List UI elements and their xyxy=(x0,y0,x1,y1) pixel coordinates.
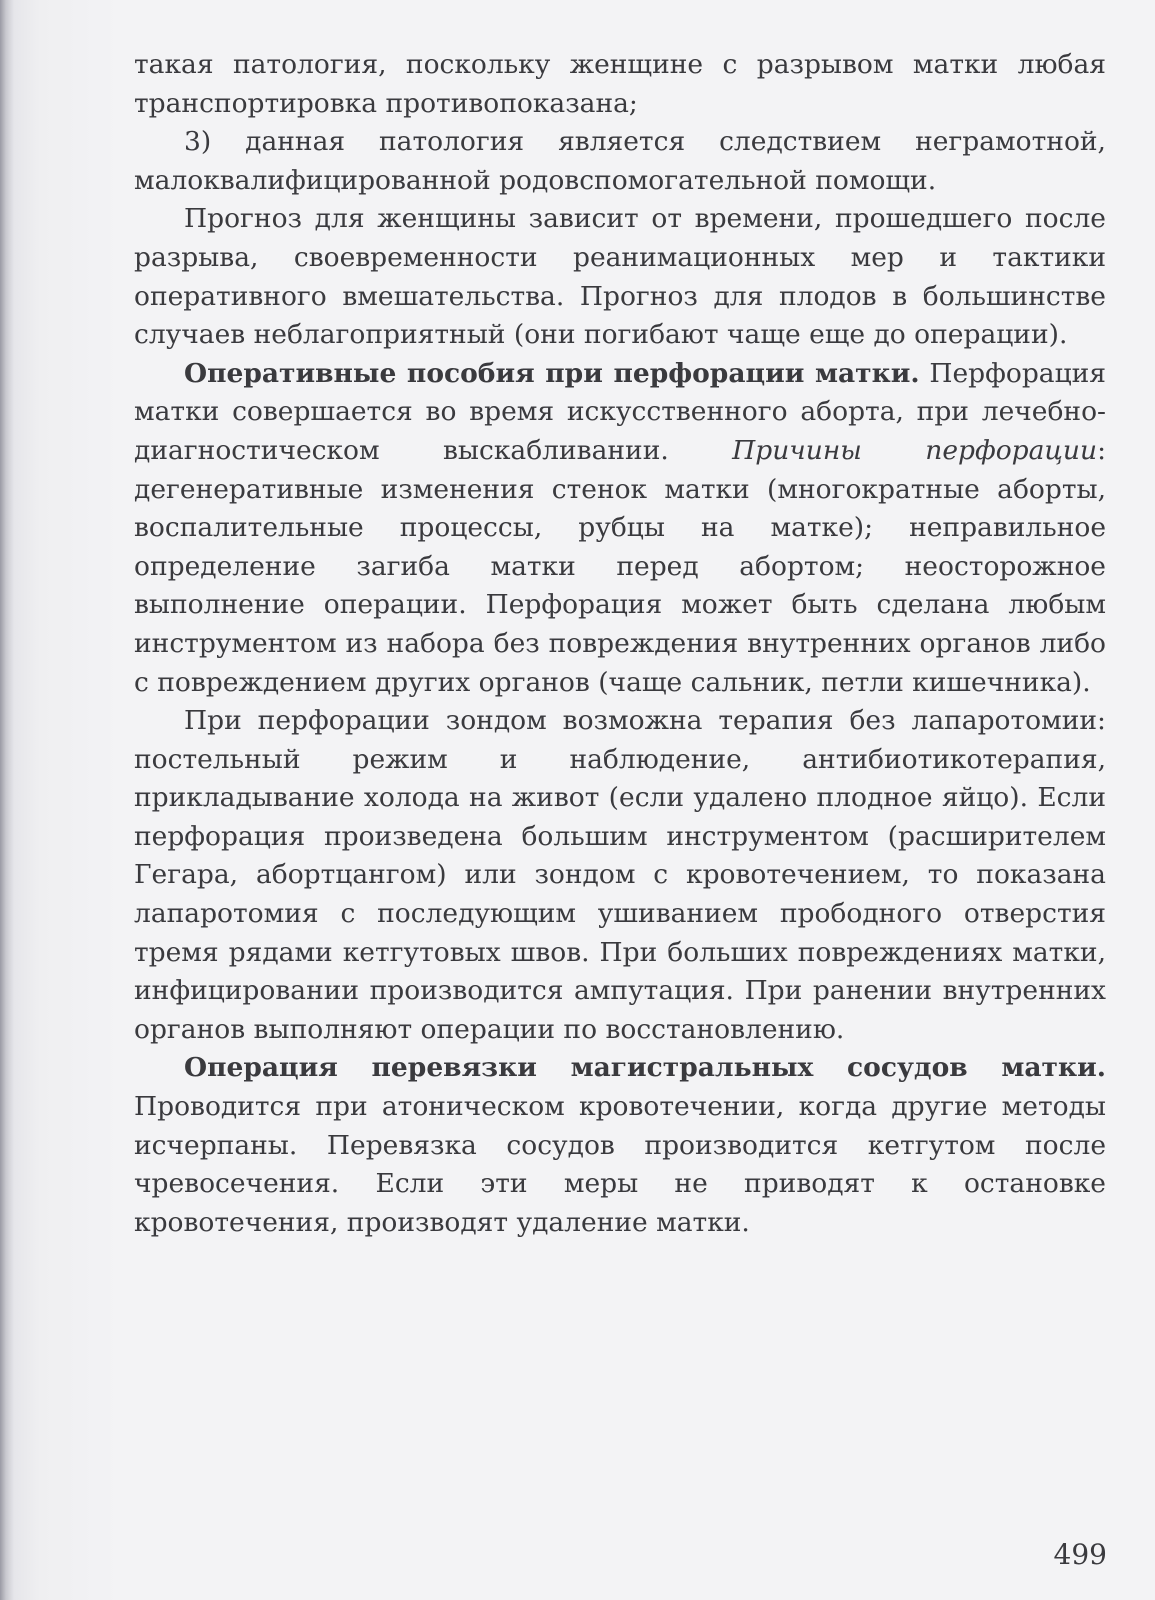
body-text xyxy=(134,46,1106,1242)
section-heading: Оперативные пособия при перфорации матки. xyxy=(184,357,920,389)
paragraph-text: : дегенеративные изменения стенок матки (многократные аборты, воспалительные процессы, рубцы на матке); неправильное определение загиба матки перед абортом; неосторожное выполнение операции. Перфорация может быть сделана любым инструментом из набора без повреждения внутренних органов либо с повреждением других органов (чаще сальник, петли кишечника). xyxy=(134,434,1106,698)
paragraph-text: Прогноз для женщины зависит от времени, прошедшего после разрыва, своевременности реанимационных мер и тактики оперативного вмешательства. Прогноз для плодов в большинстве случаев неблагоприятный (они погибают чаще еще до операции). xyxy=(134,203,1106,351)
paragraph-text: 3) данная патология является следствием неграмотной, малоквалифицированной родовспомогательной помощи. xyxy=(134,126,1106,196)
paragraph xyxy=(134,46,1106,123)
page-number: 499 xyxy=(1053,1538,1107,1571)
paragraph-text: такая патология, поскольку женщине с разрывом матки любая транспортировка противопоказана; xyxy=(134,49,1106,119)
paragraph-text: Проводится при атоническом кровотечении, когда другие методы исчерпаны. Перевязка сосудов производится кетгутом после чревосечения. Если эти меры не приводят к остановке кровотечения, производят удаление матки. xyxy=(134,1091,1106,1238)
section-heading: Операция перевязки магистральных сосудов матки. xyxy=(184,1052,1106,1084)
paragraph-text: При перфорации зондом возможна терапия без лапаротомии: постельный режим и наблюдение, антибиотикотерапия, прикладывание холода на живот (если удалено плодное яйцо). Если перфорация произведена большим инструментом (расширителем Гегара, абортцангом) или зондом с кровотечением, то показана лапаротомия с последующим ушиванием прободного отверстия тремя рядами кетгутовых швов. При больших повреждениях матки, инфицировании производится ампутация. При ранении внутренних органов выполняют операции по восстановлению. xyxy=(134,705,1106,1045)
paragraph xyxy=(134,1049,1106,1242)
italic-term: Причины перфорации xyxy=(732,434,1098,466)
paragraph xyxy=(134,123,1106,200)
paragraph xyxy=(134,355,1106,702)
paragraph xyxy=(134,702,1106,1049)
paragraph-text: Перфорация матки совершается во время искусственного аборта, при лечебно-диагностическом выскабливании. xyxy=(134,357,1107,466)
paragraph xyxy=(134,200,1106,354)
